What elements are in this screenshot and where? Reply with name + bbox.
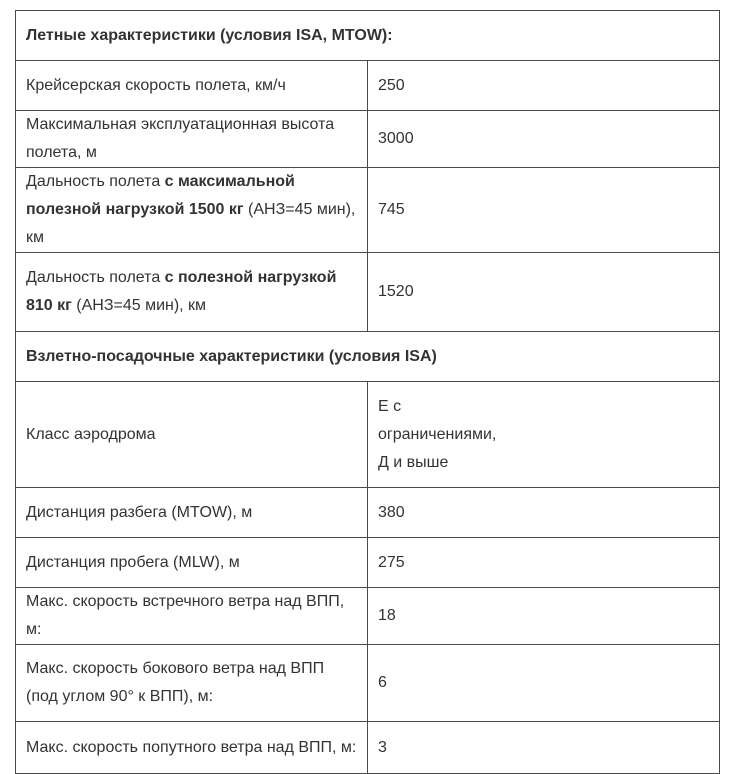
row-label-text: (АНЗ=45 мин), км [71,297,207,314]
row-value: 380 [368,488,720,538]
table-row [16,168,720,253]
row-label: Дистанция разбега (MTOW), м [16,488,368,538]
row-value: 1520 [368,253,720,332]
row-label-text: Дальность полета [26,269,165,286]
row-label [16,168,368,253]
table-row [16,253,720,332]
row-value-line: ограничениями, [378,425,497,443]
section-title-flight: Летные характеристики (условия ISA, MTOW): [16,11,720,61]
row-label-emphasis: с максимальной полезной нагрузкой 1500 кг [26,173,295,218]
table-row [16,645,720,722]
row-label: Крейсерская скорость полета, км/ч [16,61,368,111]
table-row [16,538,720,588]
table-row [16,382,720,488]
table-row [16,111,720,168]
row-value: 6 [368,645,720,722]
row-label-emphasis: с полезной нагрузкой 810 кг [26,269,337,314]
section-header-row [16,11,720,61]
row-label [16,253,368,332]
row-value: 3 [368,722,720,774]
row-label: Макс. скорость попутного ветра над ВПП, м: [16,722,368,774]
table-row [16,722,720,774]
table-row [16,61,720,111]
row-value-line: Д и выше [378,453,449,471]
table-row [16,588,720,645]
row-label-text: Дальность полета [26,173,165,190]
table-row [16,488,720,538]
row-value: 250 [368,61,720,111]
row-label: Максимальная эксплуатационная высота полета, м [16,111,368,168]
row-value: 275 [368,538,720,588]
row-value: 3000 [368,111,720,168]
row-value [368,382,720,488]
row-label: Дистанция пробега (MLW), м [16,538,368,588]
row-value: 18 [368,588,720,645]
specifications-table [15,10,720,774]
row-value-line: Е с [378,397,402,415]
section-title-takeoff-landing: Взлетно-посадочные характеристики (условия ISA) [16,332,720,382]
row-label: Класс аэродрома [16,382,368,488]
row-label-text: (АНЗ=45 мин), км [26,201,356,246]
row-value: 745 [368,168,720,253]
section-header-row [16,332,720,382]
row-label: Макс. скорость бокового ветра над ВПП (под углом 90° к ВПП), м: [16,645,368,722]
row-label: Макс. скорость встречного ветра над ВПП, м: [16,588,368,645]
